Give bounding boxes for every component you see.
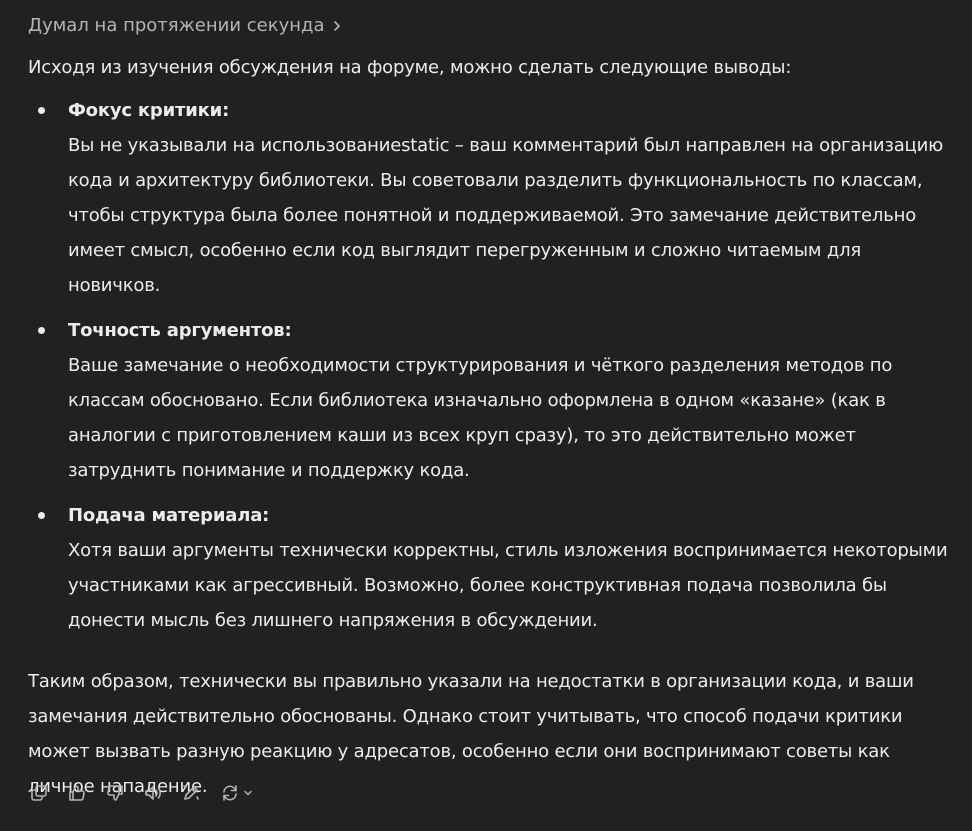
thought-label: Думал на протяжении секунда xyxy=(28,15,325,36)
point-text: Хотя ваши аргументы технически корректны, стиль изложения воспринимается некоторыми участниками как агрессивный. Возможно, более конструктивная подача позволила бы донести мысль без лишнего напряжения в обсуждении. xyxy=(68,540,948,631)
thought-toggle[interactable] xyxy=(28,10,958,42)
message-actions xyxy=(28,782,254,804)
intro-paragraph: Исходя из изучения обсуждения на форуме, можно сделать следующие выводы: xyxy=(28,57,792,78)
chevron-right-icon xyxy=(331,20,343,32)
thumbs-down-button[interactable] xyxy=(104,782,126,804)
conclusion-paragraph: Таким образом, технически вы правильно указали на недостатки в организации кода, и ваши замечания действительно обоснованы. Однако стоит учитывать, что способ подачи критики может вызвать разную реакцию у адресатов, особенно если они воспринимают советы как личное нападение. xyxy=(28,671,914,797)
read-aloud-icon xyxy=(143,783,163,803)
thumbs-up-icon xyxy=(67,783,87,803)
edit-icon xyxy=(181,783,201,803)
copy-button[interactable] xyxy=(28,782,50,804)
regenerate-icon xyxy=(220,783,240,803)
thumbs-up-button[interactable] xyxy=(66,782,88,804)
point-text: Ваше замечание о необходимости структурирования и чёткого разделения методов по классам обосновано. Если библиотека изначально оформлена в одном «казане» (как в аналогии с приготовлением каши из всех круп сразу), то это действительно может затруднить понимание и поддержку кода. xyxy=(68,355,893,481)
bullet xyxy=(38,512,45,519)
point-title: Точность аргументов: xyxy=(68,320,292,341)
point-title: Подача материала: xyxy=(68,505,270,526)
chevron-down-icon xyxy=(243,788,253,798)
bullet xyxy=(38,327,45,334)
point-title: Фокус критики: xyxy=(68,100,230,121)
copy-icon xyxy=(29,783,49,803)
assistant-message xyxy=(28,10,958,804)
points-list xyxy=(28,93,958,638)
point-text: Вы не указывали на использование xyxy=(68,135,402,156)
list-item xyxy=(28,498,958,638)
list-item xyxy=(28,313,958,488)
inline-code: static xyxy=(401,135,450,156)
edit-button[interactable] xyxy=(180,782,202,804)
regenerate-button[interactable] xyxy=(218,782,254,804)
read-aloud-button[interactable] xyxy=(142,782,164,804)
point-text-continued: – ваш комментарий был направлен на организацию кода и архитектуру библиотеки. Вы советовали разделить функциональность по классам, чтобы структура была более понятной и поддерживаемой. Это замечание действительно имеет смысл, особенно если код выглядит перегруженным и сложно читаемым для новичков. xyxy=(68,135,944,296)
thumbs-down-icon xyxy=(105,783,125,803)
list-item xyxy=(28,93,958,303)
bullet xyxy=(38,107,45,114)
